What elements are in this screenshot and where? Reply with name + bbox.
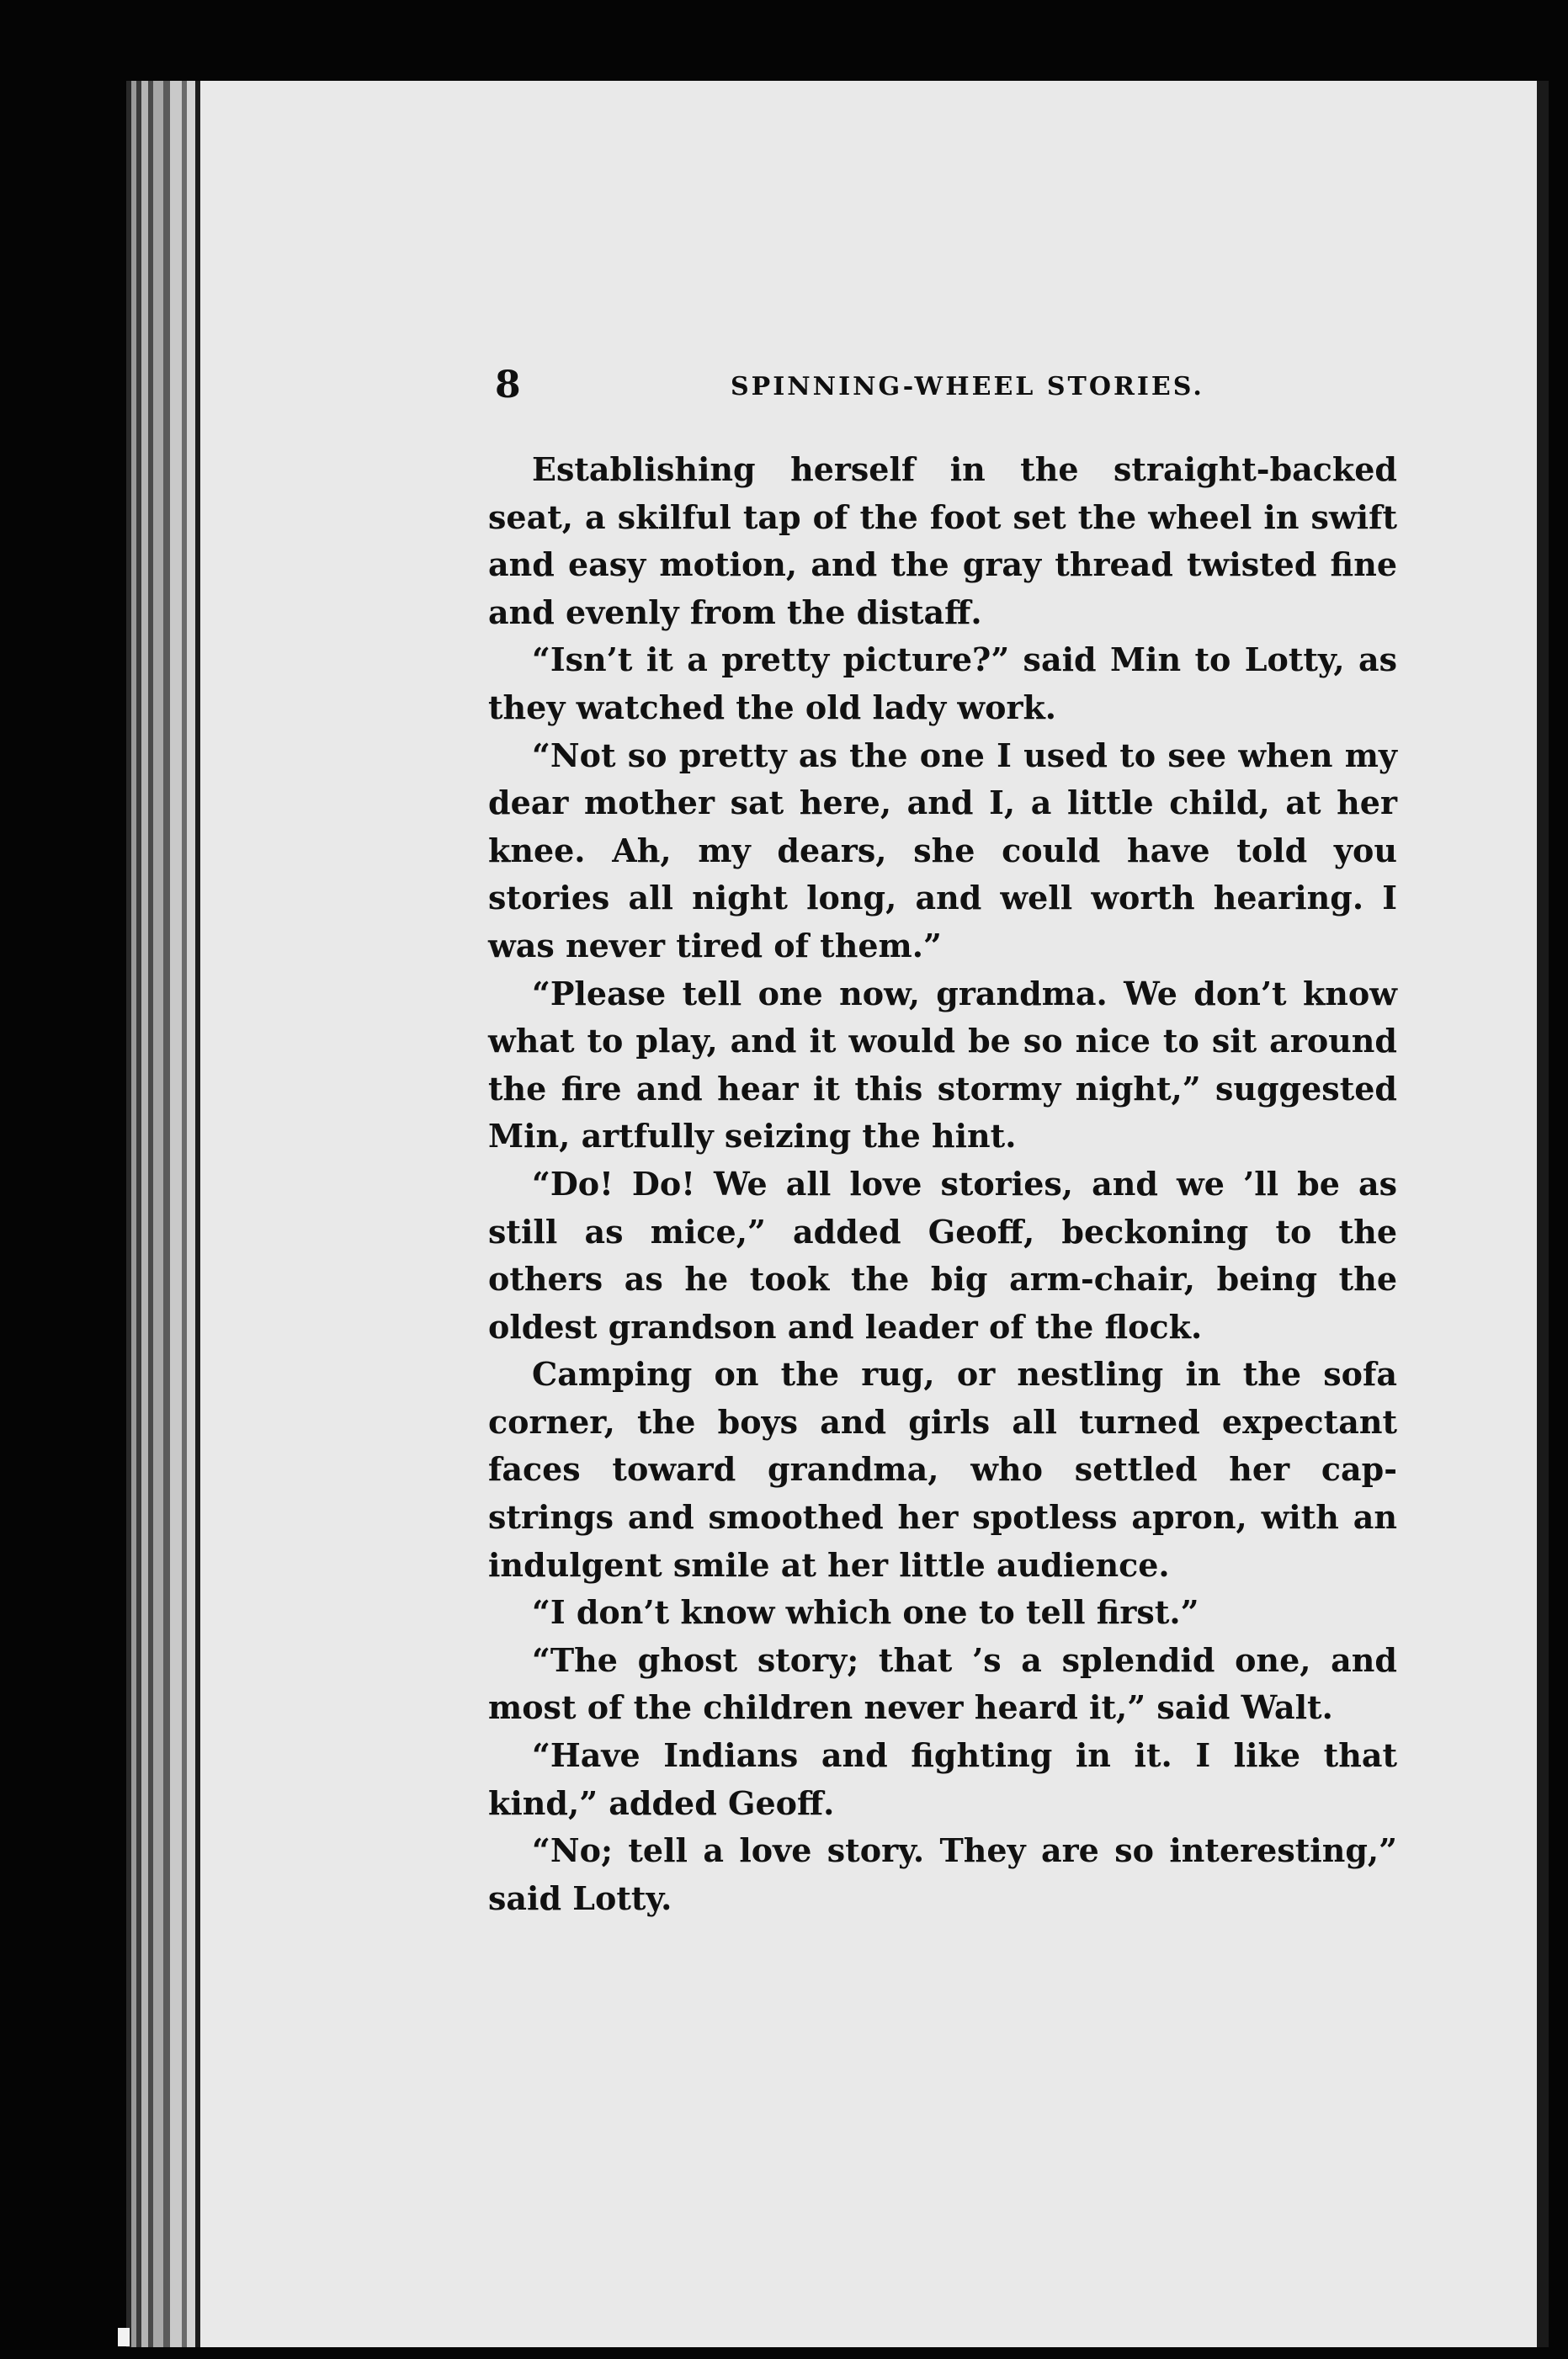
paragraph: Establishing herself in the straight-backed seat, a skilful tap of the foot set the wheel in swift and easy motion, and the gray thread twisted fine and evenly from the distaff. [488, 450, 1397, 631]
page-number: 8 [495, 364, 521, 406]
paragraph: “Please tell one now, grandma. We don’t know what to play, and it would be so nice to sit around the fire and hear it this stormy night,” suggested Min, artfully seizing the hint. [488, 974, 1397, 1156]
paragraph: Camping on the rug, or nestling in the sofa corner, the boys and girls all turned expectant faces toward grandma, who settled her cap-strings and smoothed her spotless apron, with an indulgent smile at her little audience. [488, 1355, 1397, 1584]
running-title: SPINNING-WHEEL STORIES. [731, 372, 1204, 401]
scan-corner-mark [118, 2328, 130, 2346]
page-right-edge [1537, 81, 1549, 2347]
paragraph: “Not so pretty as the one I used to see when my dear mother sat here, and I, a little child, at her knee. Ah, my dears, she could have told you stories all night long, and well worth hearing. I was never tired of them.” [488, 736, 1397, 964]
paragraph: “The ghost story; that ’s a splendid one, and most of the children never heard it,” said Walt. [488, 1640, 1397, 1727]
paragraph: “No; tell a love story. They are so interesting,” said Lotty. [488, 1831, 1397, 1917]
paragraph: “I don’t know which one to tell first.” [532, 1593, 1199, 1632]
page-header [495, 360, 1390, 411]
paragraph: “Have Indians and fighting in it. I like that kind,” added Geoff. [488, 1736, 1397, 1822]
paragraph: “Isn’t it a pretty picture?” said Min to Lotty, as they watched the old lady work. [488, 640, 1397, 726]
book-spine-edge [126, 81, 200, 2347]
body-text [488, 446, 1397, 1922]
paragraph: “Do! Do! We all love stories, and we ’ll be as still as mice,” added Geoff, beckoning to the others as he took the big arm-chair, being the oldest grandson and leader of the flock. [488, 1164, 1397, 1346]
